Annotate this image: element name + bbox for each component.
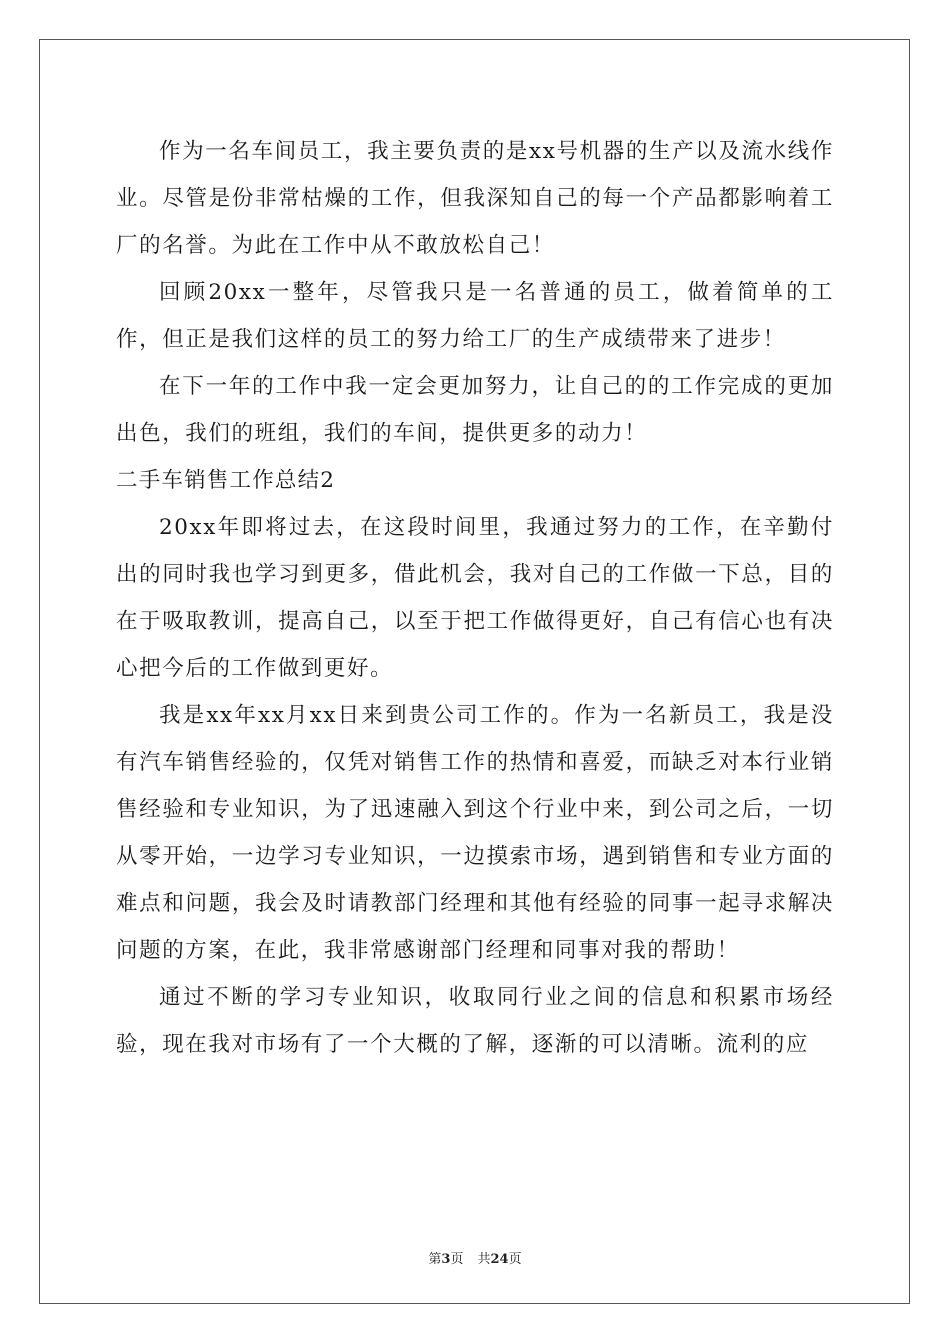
footer-page-number: 3 — [441, 1252, 451, 1267]
paragraph-5: 我是xx年xx月xx日来到贵公司工作的。作为一名新员工，我是没有汽车销售经验的，仅凭对销售工作的热情和喜爱，而缺乏对本行业销售经验和专业知识，为了迅速融入到这个行业中来，到公司之后，一切从零开始，一边学习专业知识，一边摸索市场，遇到销售和专业方面的难点和问题，我会及时请教部门经理和其他有经验的同事一起寻求解决问题的方案，在此，我非常感谢部门经理和同事对我的帮助！ — [116, 703, 834, 963]
page-footer — [0, 1248, 950, 1267]
paragraph-1: 作为一名车间员工，我主要负责的是xx号机器的生产以及流水线作业。尽管是份非常枯燥的工作，但我深知自己的每一个产品都影响着工厂的名誉。为此在工作中从不敢放松自己！ — [116, 139, 834, 258]
paragraph-3: 在下一年的工作中我一定会更加努力，让自己的的工作完成的更加出色，我们的班组，我们的车间，提供更多的动力！ — [116, 374, 834, 446]
footer-prefix: 第 — [428, 1252, 442, 1267]
paragraph-4: 20xx年即将过去，在这段时间里，我通过努力的工作，在辛勤付出的同时我也学习到更多，借此机会，我对自己的工作做一下总，目的在于吸取教训，提高自己，以至于把工作做得更好，自己有信心也有决心把今后的工作做到更好。 — [116, 515, 834, 681]
paragraph-6: 通过不断的学习专业知识，收取同行业之间的信息和积累市场经验，现在我对市场有了一个大概的了解，逐渐的可以清晰。流利的应 — [116, 985, 834, 1057]
section-heading: 二手车销售工作总结2 — [116, 468, 336, 493]
document-body — [116, 128, 834, 1068]
footer-total-suffix: 页 — [508, 1252, 522, 1267]
footer-total-prefix: 共 — [477, 1252, 491, 1267]
footer-page-suffix: 页 — [450, 1252, 464, 1267]
paragraph-2: 回顾20xx一整年，尽管我只是一名普通的员工，做着简单的工作，但正是我们这样的员工的努力给工厂的生产成绩带来了进步！ — [116, 280, 834, 352]
footer-total-pages: 24 — [490, 1252, 509, 1267]
